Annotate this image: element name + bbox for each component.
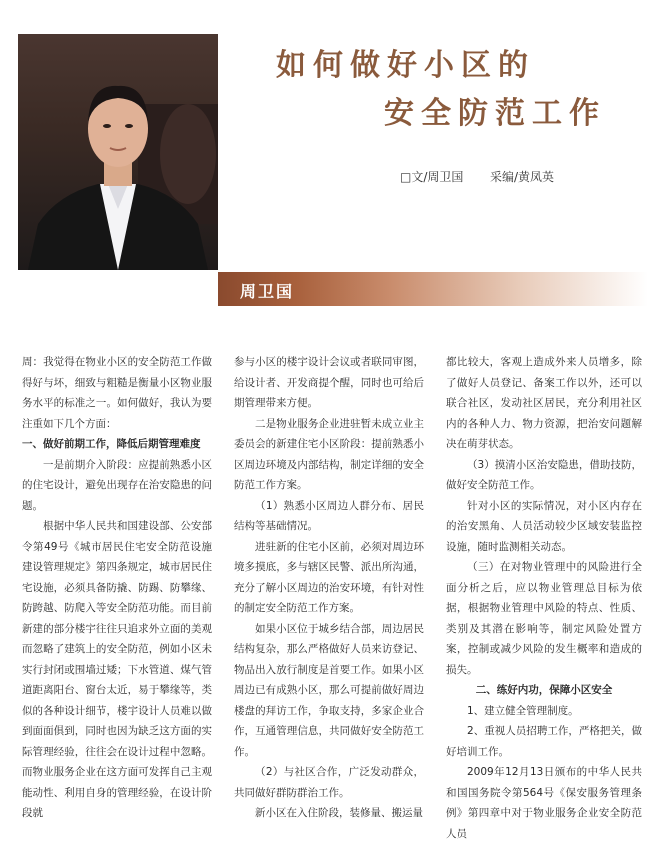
paragraph: 进驻新的住宅小区前，必须对周边环境多摸底，多与辖区民警、派出所沟通，充分了解小区周边的治安环境，有针对性的制定安全防范工作方案。	[234, 540, 424, 614]
article-column-3	[446, 352, 642, 844]
interviewee-name: 周卫国	[240, 282, 295, 301]
paragraph: 2009年12月13日颁布的中华人民共和国国务院令第564号《保安服务管理条例》第四章中对于物业服务企业安全防范人员	[446, 766, 642, 840]
portrait-illustration	[18, 34, 218, 270]
byline-editor: 采编/黄凤英	[490, 170, 555, 184]
article-title-line1: 如何做好小区的	[276, 48, 535, 83]
paragraph: 二是物业服务企业进驻暂未成立业主委员会的新建住宅小区阶段：提前熟悉小区周边环境及内部结构，制定详细的安全防范工作方案。	[234, 417, 424, 491]
paragraph: 针对小区的实际情况，对小区内存在的治安黑角、人员活动较少区域安装监控设施，随时监测相关动态。	[446, 499, 642, 553]
paragraph: 1、建立健全管理制度。	[467, 704, 579, 717]
article-column-1	[22, 352, 212, 824]
paragraph: 新小区在入住阶段，装修量、搬运量	[255, 807, 423, 819]
article-column-2	[234, 352, 424, 824]
paragraph: 如果小区位于城乡结合部，周边居民结构复杂，那么严格做好人员来访登记、物品出入放行制度是首要工作。如果小区周边已有成熟小区，那么可提前做好周边楼盘的拜访工作，争取支持，多家企业合作，互通管理信息，共同做好安全防范工作。	[234, 622, 424, 758]
paragraph: （1）熟悉小区周边人群分布、居民结构等基础情况。	[234, 499, 424, 532]
byline-author: □文/周卫国	[400, 170, 464, 184]
paragraph: （三）在对物业管理中的风险进行全面分析之后，应以物业管理总目标为依据，根据物业管理中风险的特点、性质、类别及其潜在影响等，制定风险处置方案，控制或减少风险的发生概率和造成的损失。	[446, 561, 642, 676]
paragraph: 都比较大，客观上造成外来人员增多，除了做好人员登记、备案工作以外，还可以联合社区，发动社区居民，充分利用社区内的各种人力、物力资源，把治安问题解决在萌芽状态。	[446, 356, 642, 450]
paragraph: 一是前期介入阶段：应提前熟悉小区的住宅设计，避免出现存在治安隐患的问题。	[22, 458, 212, 512]
article-title-line2: 安全防范工作	[384, 96, 606, 131]
portrait-photo	[18, 34, 218, 270]
paragraph: 参与小区的楼宇设计会议或者联同审图，给设计者、开发商提个醒，同时也可给后期管理带来方便。	[234, 356, 424, 409]
section-heading: 二、练好内功，保障小区安全	[475, 684, 613, 696]
name-bar	[218, 272, 648, 306]
paragraph: 根据中华人民共和国建设部、公安部令第49号《城市居民住宅安全防范设施建设管理规定》第四条规定，城市居民住宅设施，必须具备防撬、防踢、防攀缘、防跨越、防爬入等安全防范功能。而目前新建的部分楼宇往往只追求外立面的美观而忽略了建筑上的安全防范，例如小区未实行封闭或围墙过矮；下水管道、煤气管道距离阳台、窗台太近，易于攀缘等，类似的各种设计细节，楼宇设计人员难以做到面面俱到，同时也因为缺乏这方面的实际管理经验，往往会在设计过程中忽略。而物业服务企业在这方面可发挥自己主观能动性、利用自身的管理经验，在设计阶段就	[22, 520, 212, 819]
paragraph: （2）与社区合作，广泛发动群众，共同做好群防群治工作。	[234, 766, 424, 799]
paragraph: （3）摸清小区治安隐患，借助技防，做好安全防范工作。	[446, 458, 642, 491]
paragraph: 2、重视人员招聘工作，严格把关，做好培训工作。	[446, 725, 642, 758]
paragraph: 周：我觉得在物业小区的安全防范工作做得好与坏，细致与粗糙是衡量小区物业服务水平的标准之一。如何做好，我认为要注重如下几个方面：	[22, 356, 212, 430]
section-heading: 一、做好前期工作，降低后期管理难度	[22, 438, 201, 450]
